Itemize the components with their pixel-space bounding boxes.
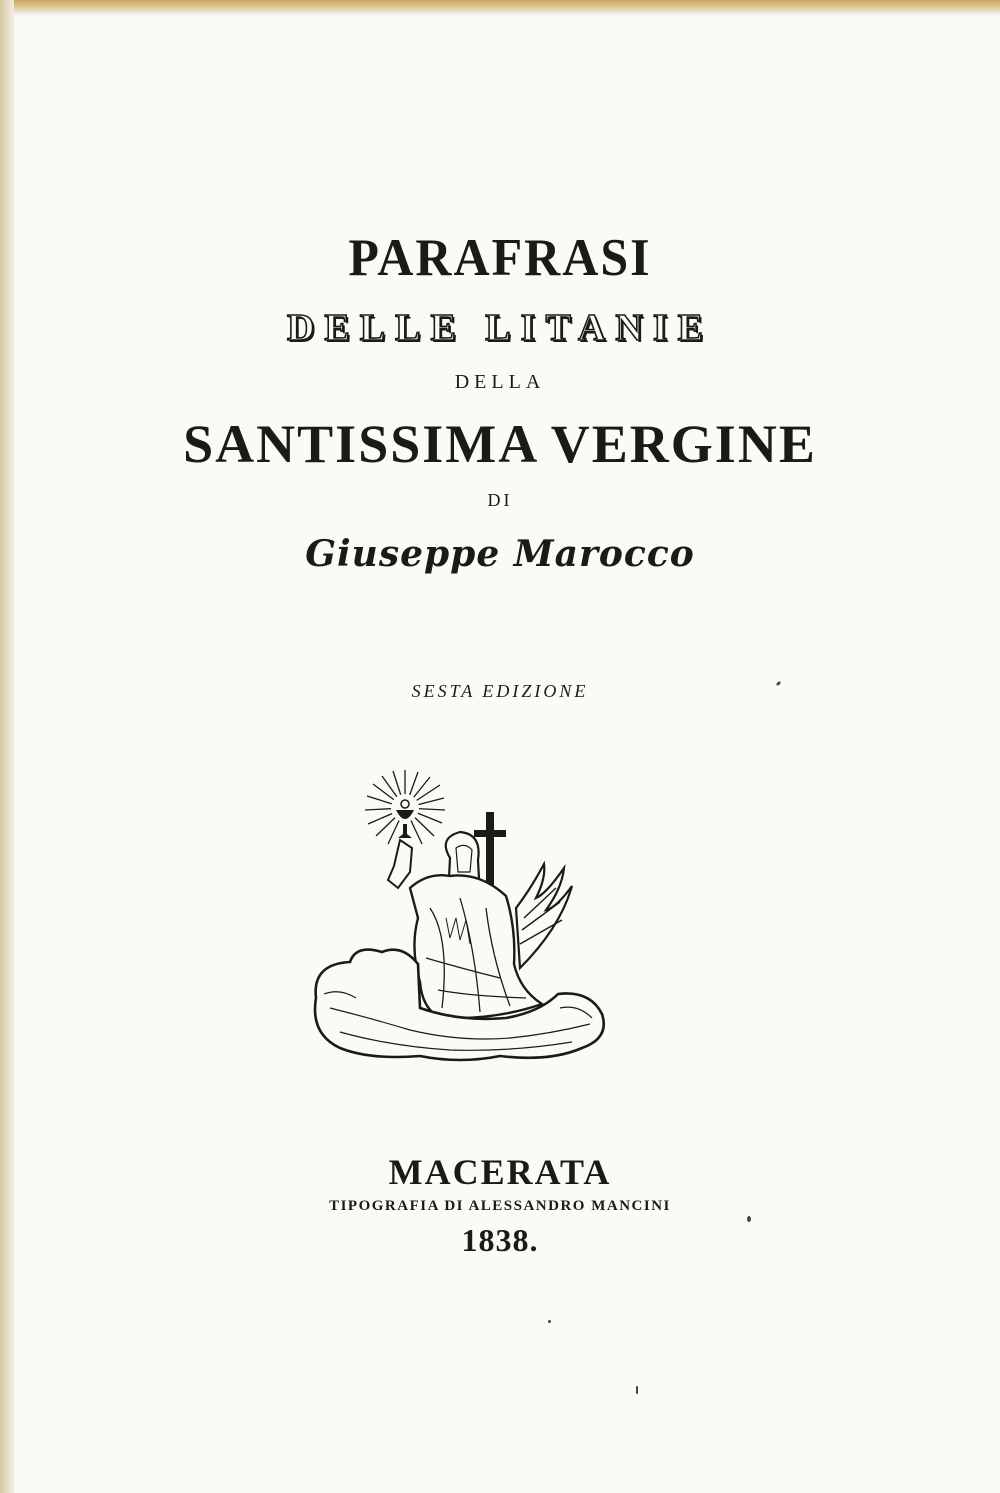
chalice-icon	[396, 810, 414, 838]
edition-statement: SESTA EDIZIONE	[411, 681, 589, 701]
imprint-city: MACERATA	[388, 1152, 612, 1192]
book-subject: SANTISSIMA VERGINE	[183, 414, 817, 474]
connector-text: DELLA	[454, 371, 546, 393]
seated-faith-figure-with-chalice-and-cross-icon	[310, 768, 610, 1063]
paper-speck	[548, 1320, 551, 1323]
imprint-printer: TIPOGRAFIA DI ALESSANDRO MANCINI	[329, 1198, 671, 1214]
paper-speck	[747, 1216, 751, 1222]
imprint-year: 1838.	[461, 1222, 539, 1258]
page-left-edge	[0, 0, 14, 1493]
paper-speck	[636, 1386, 638, 1394]
book-subtitle: DELLE LITANIE	[286, 307, 713, 349]
eagle-wing-icon	[516, 864, 572, 968]
page-top-edge	[0, 0, 1000, 10]
author-preposition: DI	[487, 490, 513, 510]
author-name: Giuseppe Marocco	[305, 533, 695, 575]
book-title: PARAFRASI	[348, 227, 652, 287]
